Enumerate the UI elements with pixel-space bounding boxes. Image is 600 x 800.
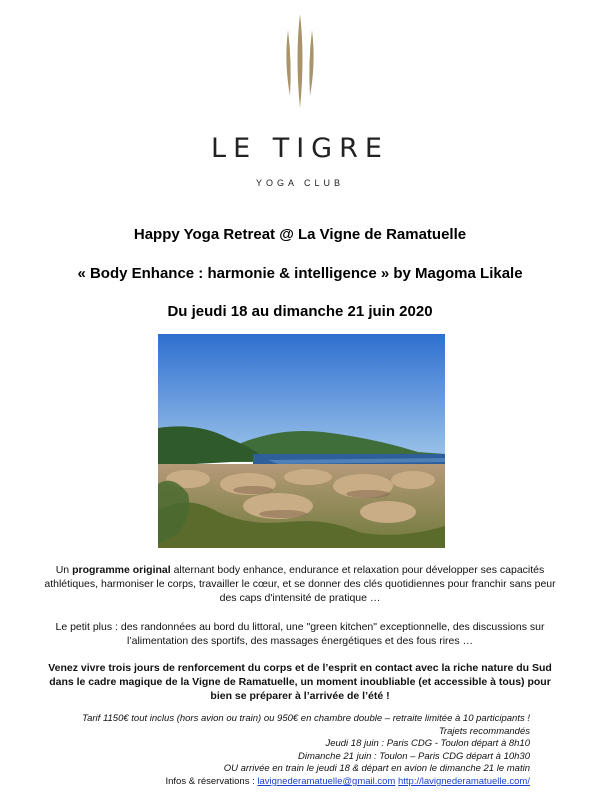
- intro-paragraph: [40, 563, 560, 605]
- extras-paragraph: Le petit plus : des randonnées au bord du littoral, une "green kitchen" exceptionnelle, des discussions sur l’alimentation des sportifs, des massages énergétiques et des fous rires …: [55, 621, 545, 647]
- tarif-line: Tarif 1150€ tout inclus (hors avion ou train) ou 950€ en chambre double – retraite limitée à 10 participants !: [82, 713, 530, 724]
- email-link[interactable]: lavignederamatuelle@gmail.com: [257, 776, 396, 787]
- call-to-action-paragraph: Venez vivre trois jours de renforcement du corps et de l’esprit en contact avec la riche nature du Sud dans le cadre magique de la Vigne de Ramatuelle, un moment inoubliable (et accessible à tous) pour bien se préparer à l’arrivée de l’été !: [48, 662, 552, 702]
- coastline-photo: [158, 334, 445, 548]
- contact-line: [60, 776, 530, 789]
- intro-rest: alternant body enhance, endurance et relaxation pour développer ses capacités athlétiques, harmoniser le corps, travailler le cœur, et se donner des clés quotidiennes pour franchir sans peur des caps d'intensité de pratique …: [44, 564, 556, 604]
- website-link[interactable]: http://lavignederamatuelle.com/: [397, 776, 530, 787]
- retreat-dates: Du jeudi 18 au dimanche 21 juin 2020: [167, 303, 433, 320]
- logo-stripe-left: [286, 30, 290, 96]
- trajet-line-2: Dimanche 21 juin : Toulon – Paris CDG départ à 10h30: [297, 750, 530, 762]
- brand-name: LE TIGRE: [211, 133, 389, 164]
- brand-subtitle: YOGA CLUB: [255, 178, 345, 188]
- trajet-line-3: OU arrivée en train le jeudi 18 & départ en avion le dimanche 21 le matin: [223, 763, 530, 774]
- logo-stripe-right: [309, 30, 313, 96]
- trajet-line-1: Jeudi 18 juin : Paris CDG - Toulon départ à 8h10: [325, 738, 530, 749]
- intro-prefix: Un: [55, 564, 73, 576]
- practical-info: [60, 713, 530, 776]
- retreat-subtitle: « Body Enhance : harmonie & intelligence » by Magoma Likale: [77, 265, 523, 282]
- intro-highlight: programme original: [72, 564, 171, 576]
- retreat-title: Happy Yoga Retreat @ La Vigne de Ramatuelle: [133, 226, 467, 243]
- contact-label: Infos & réservations :: [165, 776, 258, 787]
- coastline-illustration: [158, 334, 445, 548]
- logo-stripe-center: [298, 14, 303, 108]
- le-tigre-logo-icon: [276, 12, 324, 112]
- trajets-title: Trajets recommandés: [438, 725, 530, 737]
